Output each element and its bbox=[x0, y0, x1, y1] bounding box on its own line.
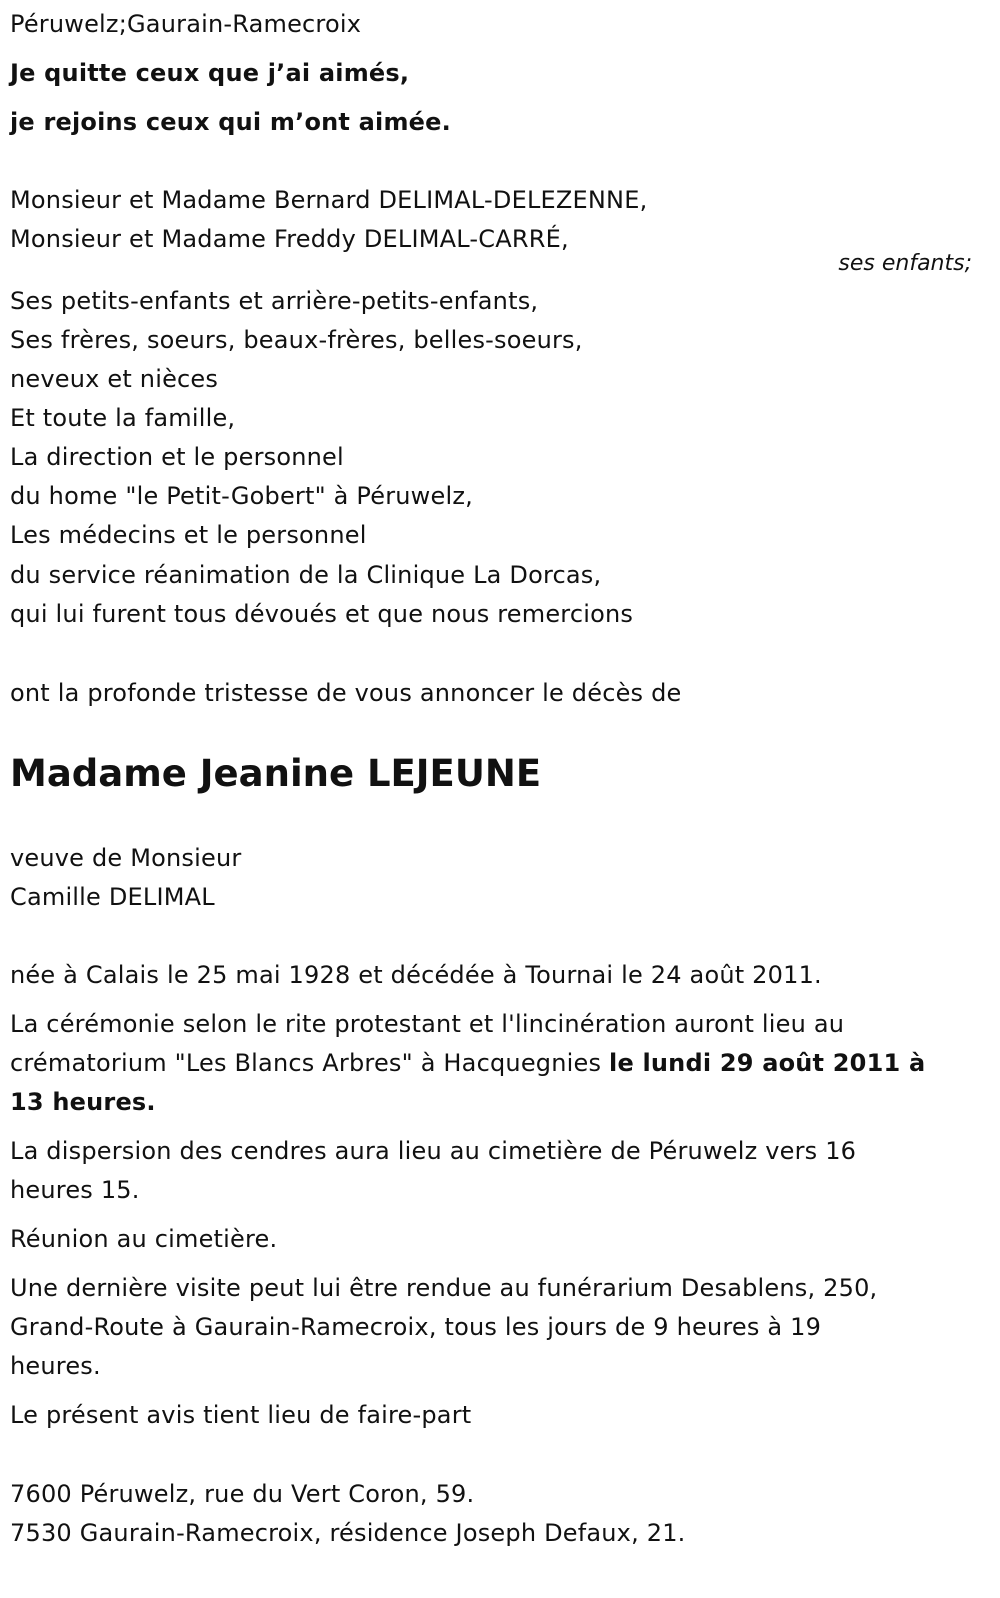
family-line-9: qui lui furent tous dévoués et que nous remercions bbox=[10, 600, 634, 628]
widow-line-2: Camille DELIMAL bbox=[10, 883, 215, 911]
quote-line-1: Je quitte ceux que j’ai aimés, bbox=[10, 59, 410, 87]
birth-death: née à Calais le 25 mai 1928 et décédée à Tournai le 24 août 2011. bbox=[10, 961, 822, 989]
ceremony-date: le lundi 29 août 2011 à bbox=[609, 1049, 926, 1077]
family-line-8: du service réanimation de la Clinique La Dorcas, bbox=[10, 561, 602, 589]
children-line-2: Monsieur et Madame Freddy DELIMAL-CARRÉ, bbox=[10, 225, 569, 253]
children-line-1: Monsieur et Madame Bernard DELIMAL-DELEZENNE, bbox=[10, 186, 648, 214]
reunion: Réunion au cimetière. bbox=[10, 1225, 278, 1253]
family-line-3: neveux et nièces bbox=[10, 365, 219, 393]
family-line-4: Et toute la famille, bbox=[10, 404, 236, 432]
dispersion-line-2: heures 15. bbox=[10, 1176, 140, 1204]
family-line-5: La direction et le personnel bbox=[10, 443, 344, 471]
ceremony-line-1: La cérémonie selon le rite protestant et l'lincinération auront lieu au bbox=[10, 1010, 845, 1038]
family-line-1: Ses petits-enfants et arrière-petits-enfants, bbox=[10, 287, 539, 315]
address-1: 7600 Péruwelz, rue du Vert Coron, 59. bbox=[10, 1480, 475, 1508]
visit-line-3: heures. bbox=[10, 1352, 101, 1380]
announcement: ont la profonde tristesse de vous annoncer le décès de bbox=[10, 679, 682, 707]
quote-line-2: je rejoins ceux qui m’ont aimée. bbox=[10, 108, 451, 136]
widow-line-1: veuve de Monsieur bbox=[10, 844, 242, 872]
deceased-name: Madame Jeanine LEJEUNE bbox=[10, 752, 542, 795]
location-header: Péruwelz;Gaurain-Ramecroix bbox=[10, 10, 362, 38]
ceremony-line-2 bbox=[10, 1044, 925, 1083]
dispersion-line-1: La dispersion des cendres aura lieu au cimetière de Péruwelz vers 16 bbox=[10, 1137, 857, 1165]
visit-line-1: Une dernière visite peut lui être rendue au funérarium Desablens, 250, bbox=[10, 1274, 878, 1302]
ceremony-location: crématorium "Les Blancs Arbres" à Hacquegnies bbox=[10, 1049, 610, 1077]
children-note: ses enfants; bbox=[838, 251, 972, 276]
family-line-6: du home "le Petit-Gobert" à Péruwelz, bbox=[10, 482, 473, 510]
notice: Le présent avis tient lieu de faire-part bbox=[10, 1401, 472, 1429]
address-2: 7530 Gaurain-Ramecroix, résidence Joseph Defaux, 21. bbox=[10, 1519, 686, 1547]
visit-line-2: Grand-Route à Gaurain-Ramecroix, tous les jours de 9 heures à 19 bbox=[10, 1313, 822, 1341]
family-line-7: Les médecins et le personnel bbox=[10, 521, 367, 549]
ceremony-time: 13 heures. bbox=[10, 1088, 156, 1116]
family-line-2: Ses frères, soeurs, beaux-frères, belles-soeurs, bbox=[10, 326, 583, 354]
